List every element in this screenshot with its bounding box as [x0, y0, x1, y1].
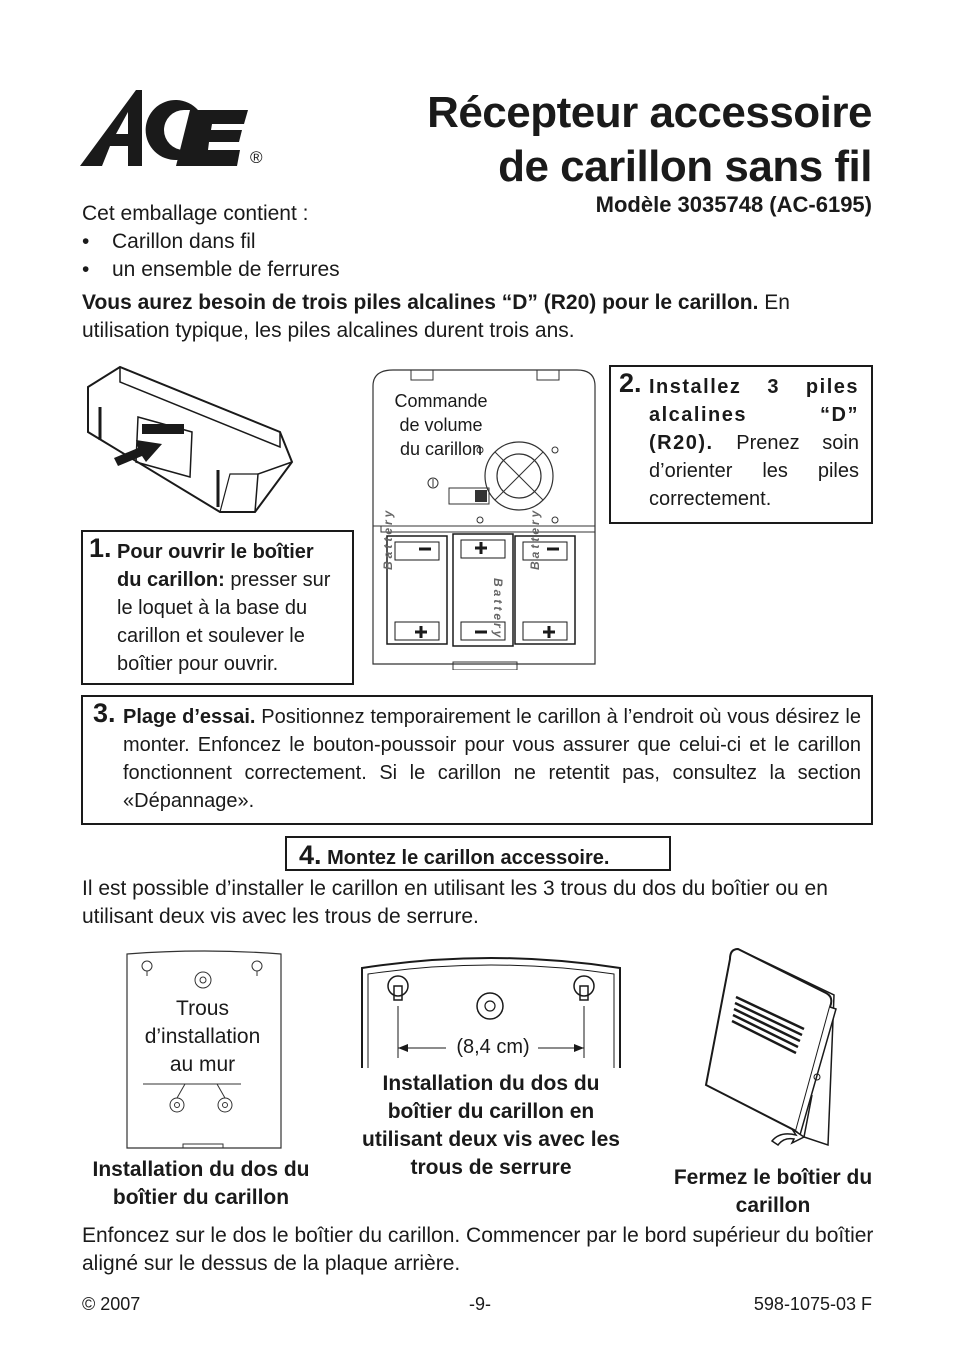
registered-mark: ®: [250, 148, 263, 167]
battery-note: [82, 289, 874, 345]
step-1-box: [81, 530, 354, 685]
list-item: • Carillon dans fil: [82, 230, 256, 253]
step-3-box: [81, 695, 873, 825]
battery-note-text: En utilisation typique, les piles alcalines durent trois ans.: [82, 291, 790, 342]
step-2-title: Installez 3 piles alcalines “D” (R20).: [649, 376, 859, 454]
contents-intro: Cet emballage contient :: [82, 202, 309, 225]
mount-instructions: Il est possible d’installer le carillon en utilisant les 3 trous du dos du boîtier ou en utilisant deux vis avec les trous de serrure.: [82, 877, 828, 928]
step-2-box: [609, 365, 873, 524]
title-line-2: de carillon sans fil: [498, 142, 872, 191]
step-3-title: Plage d’essai.: [123, 706, 256, 728]
step-3-number: 3.: [93, 698, 116, 728]
mounting-holes-label: Trous d’installation au mur: [144, 997, 261, 1076]
footer-document-code: 598-1075-03 F: [753, 1294, 872, 1314]
footer-copyright: © 2007: [82, 1294, 141, 1314]
step-2-number: 2.: [619, 368, 642, 398]
step-4-box: [285, 836, 671, 871]
model-number: Modèle 3035748 (AC-6195): [595, 192, 872, 217]
step-1-text: presser sur le loquet à la base du carillon et soulever le boîtier pour ouvrir.: [117, 569, 331, 675]
battery-label-2: Battery: [491, 578, 505, 641]
battery-label-3: Battery: [528, 507, 542, 570]
step-1-number: 1.: [89, 533, 112, 563]
step-2-text: Prenez soin d’orienter les piles correctement.: [649, 432, 859, 510]
battery-label-1: Battery: [381, 507, 395, 570]
step-3-text: Positionnez temporairement le carillon à l’endroit où vous désirez le monter. Enfoncez le bouton-poussoir pour vous assurer que celui-ci et le carillon fonctionnent correctement. Si le carillon ne retentit pas, consultez la section «Dépannage».: [123, 706, 861, 812]
step-4-number: 4.: [299, 840, 322, 870]
title-line-1: Récepteur accessoire: [427, 88, 872, 137]
caption-keyhole: Installation du dos du boîtier du carillon en utilisant deux vis avec les trous de serrure: [362, 1072, 620, 1179]
caption-back-plate: Installation du dos du boîtier du carillon: [92, 1158, 310, 1209]
close-housing-figure: [700, 945, 845, 1155]
page-title: [232, 86, 872, 194]
battery-note-bold: Vous aurez besoin de trois piles alcalines “D” (R20) pour le carillon.: [82, 291, 759, 314]
distance-label: (8,4 cm): [456, 1036, 530, 1058]
open-housing-figure: [80, 362, 295, 527]
close-instructions: Enfoncez sur le dos le boîtier du carillon. Commencer par le bord supérieur du boîtier aligné sur le dessus de la plaque arrière.: [82, 1224, 874, 1275]
footer-page-number: -9-: [469, 1294, 491, 1314]
list-item: • un ensemble de ferrures: [82, 258, 340, 281]
volume-control-label: Commande de volume du carillon: [394, 391, 488, 459]
caption-close-housing: Fermez le boîtier du carillon: [673, 1166, 873, 1217]
step-1-title: Pour ouvrir le boîtier du carillon:: [117, 541, 314, 591]
package-contents: [82, 200, 482, 284]
step-4-title: Montez le carillon accessoire.: [327, 847, 610, 869]
